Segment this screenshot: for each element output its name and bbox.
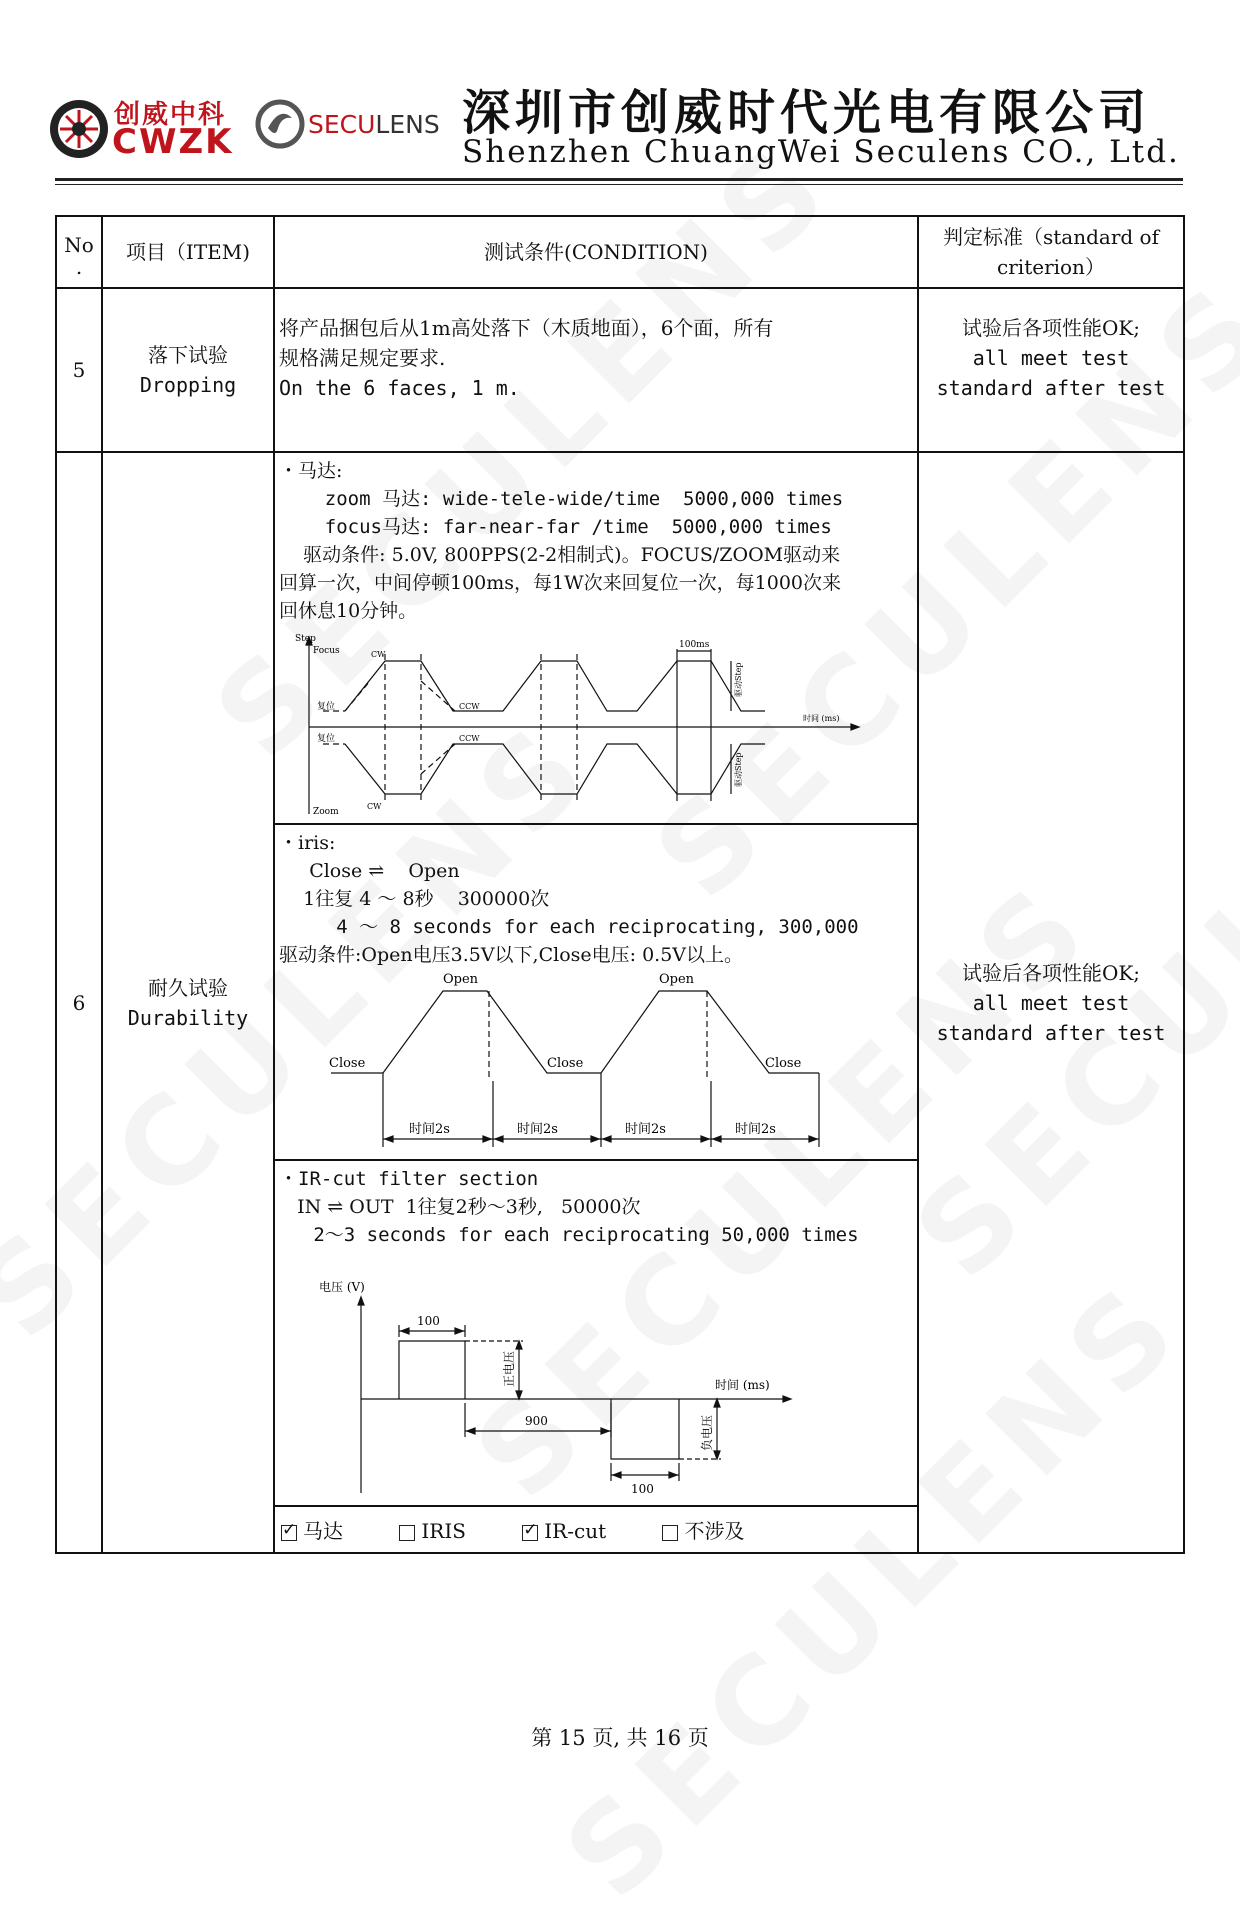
spec-table (55, 215, 1185, 1554)
header-condition: 测试条件(CONDITION) (274, 216, 918, 288)
checkbox-motor[interactable]: ✓马达 (281, 1515, 343, 1544)
label-cw: CW (367, 802, 382, 811)
checkbox-iris[interactable]: IRIS (399, 1519, 466, 1543)
seculens-logo-icon (254, 98, 306, 150)
seculens-wordmark: SECULENS (308, 110, 440, 139)
row5-item: 落下试验 Dropping (102, 288, 274, 452)
label-close: Close (329, 1056, 366, 1071)
table-row (56, 288, 1184, 452)
header-criterion: 判定标准（standard of criterion） (918, 216, 1184, 288)
page-number: 第 15 页, 共 16 页 (531, 1726, 709, 1750)
logo-en: CWZK (112, 122, 234, 162)
label-time-ms: 时间 (ms) (803, 714, 840, 723)
motor-line: 驱动条件: 5.0V, 800PPS(2-2相制式)。FOCUS/ZOOM驱动来 (279, 544, 841, 566)
row6-criterion: 试验后各项性能OK; all meet test standard after test (918, 452, 1184, 1553)
row6-no: 6 (56, 452, 102, 1553)
label-voltage: 电压 (V) (319, 1280, 365, 1294)
iris-line: 1往复 4 ～ 8秒 300000次 (279, 888, 550, 910)
motor-section (275, 453, 917, 825)
header-no: No . (56, 216, 102, 288)
iris-title: ・iris: (279, 832, 336, 854)
label-900: 900 (525, 1414, 548, 1428)
label-zoom: Zoom (313, 807, 339, 817)
header-item: 项目（ITEM) (102, 216, 274, 288)
ircut-timing-diagram (275, 1261, 919, 1501)
row6-condition (274, 452, 918, 1553)
checkbox-icon[interactable] (662, 1525, 678, 1541)
cwzk-logo-icon (48, 98, 110, 160)
ircut-line: IN ⇌ OUT 1往复2秒～3秒, 50000次 (279, 1196, 641, 1218)
motor-timing-diagram (275, 629, 919, 819)
label-time2s: 时间2s (517, 1122, 558, 1137)
label-cw: CW (371, 650, 386, 659)
label-open: Open (659, 972, 695, 987)
company-name-en: Shenzhen ChuangWei Seculens CO., Ltd. (462, 134, 1180, 170)
label-close: Close (547, 1056, 584, 1071)
checkbox-icon[interactable] (281, 1525, 297, 1541)
header-rule (55, 178, 1183, 185)
label-positive-voltage: 正电压 (502, 1350, 516, 1387)
iris-section (275, 825, 917, 1161)
label-reset: 复位 (317, 702, 336, 712)
checkbox-icon[interactable] (399, 1525, 415, 1541)
label-time2s: 时间2s (409, 1122, 450, 1137)
label-close: Close (765, 1056, 802, 1071)
label-100ms: 100ms (679, 640, 710, 650)
company-name-cn: 深圳市创威时代光电有限公司 (462, 85, 1152, 141)
motor-line: focus马达: far-near-far /time 5000,000 times (279, 516, 832, 538)
row6-item: 耐久试验 Durability (102, 452, 274, 1553)
row5-condition: 将产品捆包后从1m高处落下（木质地面），6个面，所有 规格满足规定要求. On the 6 faces, 1 m. (274, 288, 918, 452)
motor-line: 回休息10分钟。 (279, 600, 418, 622)
label-open: Open (443, 972, 479, 987)
table-row (56, 452, 1184, 1553)
motor-title: ・马达: (279, 460, 343, 482)
iris-timing-diagram (275, 971, 919, 1155)
checkbox-ircut[interactable]: ✓ IR-cut (522, 1519, 606, 1543)
label-100: 100 (417, 1314, 440, 1328)
checkbox-row (275, 1507, 917, 1552)
table-header-row (56, 216, 1184, 288)
label-ccw: CCW (459, 734, 480, 743)
label-focus: Focus (313, 646, 340, 656)
ircut-line: 2～3 seconds for each reciprocating 50,000 times (279, 1224, 859, 1246)
label-drive-step: 驱动Step (734, 752, 743, 787)
iris-line: Close ⇌ Open (279, 860, 460, 882)
checkbox-na[interactable]: 不涉及 (662, 1515, 744, 1544)
row5-no: 5 (56, 288, 102, 452)
label-step: Step (295, 634, 316, 644)
iris-line: 驱动条件:Open电压3.5V以下,Close电压: 0.5V以上。 (279, 944, 744, 966)
row5-criterion: 试验后各项性能OK; all meet test standard after test (918, 288, 1184, 452)
logo-cn: 创威中科 (114, 100, 227, 130)
checkbox-icon[interactable] (522, 1525, 538, 1541)
label-drive-step: 驱动Step (734, 662, 743, 697)
label-time2s: 时间2s (625, 1122, 666, 1137)
motor-line: zoom 马达: wide-tele-wide/time 5000,000 times (279, 488, 844, 510)
ircut-section (275, 1161, 917, 1507)
iris-line: 4 ～ 8 seconds for each reciprocating, 300,000 (279, 916, 859, 938)
label-100: 100 (631, 1482, 654, 1496)
label-time2s: 时间2s (735, 1122, 776, 1137)
ircut-title: ・IR-cut filter section (279, 1168, 539, 1190)
label-negative-voltage: 负电压 (700, 1414, 714, 1451)
label-reset: 复位 (317, 734, 336, 744)
label-time-ms: 时间 (ms) (715, 1378, 770, 1392)
label-ccw: CCW (459, 702, 480, 711)
motor-line: 回算一次，中间停顿100ms，每1W次来回复位一次，每1000次来 (279, 572, 842, 594)
